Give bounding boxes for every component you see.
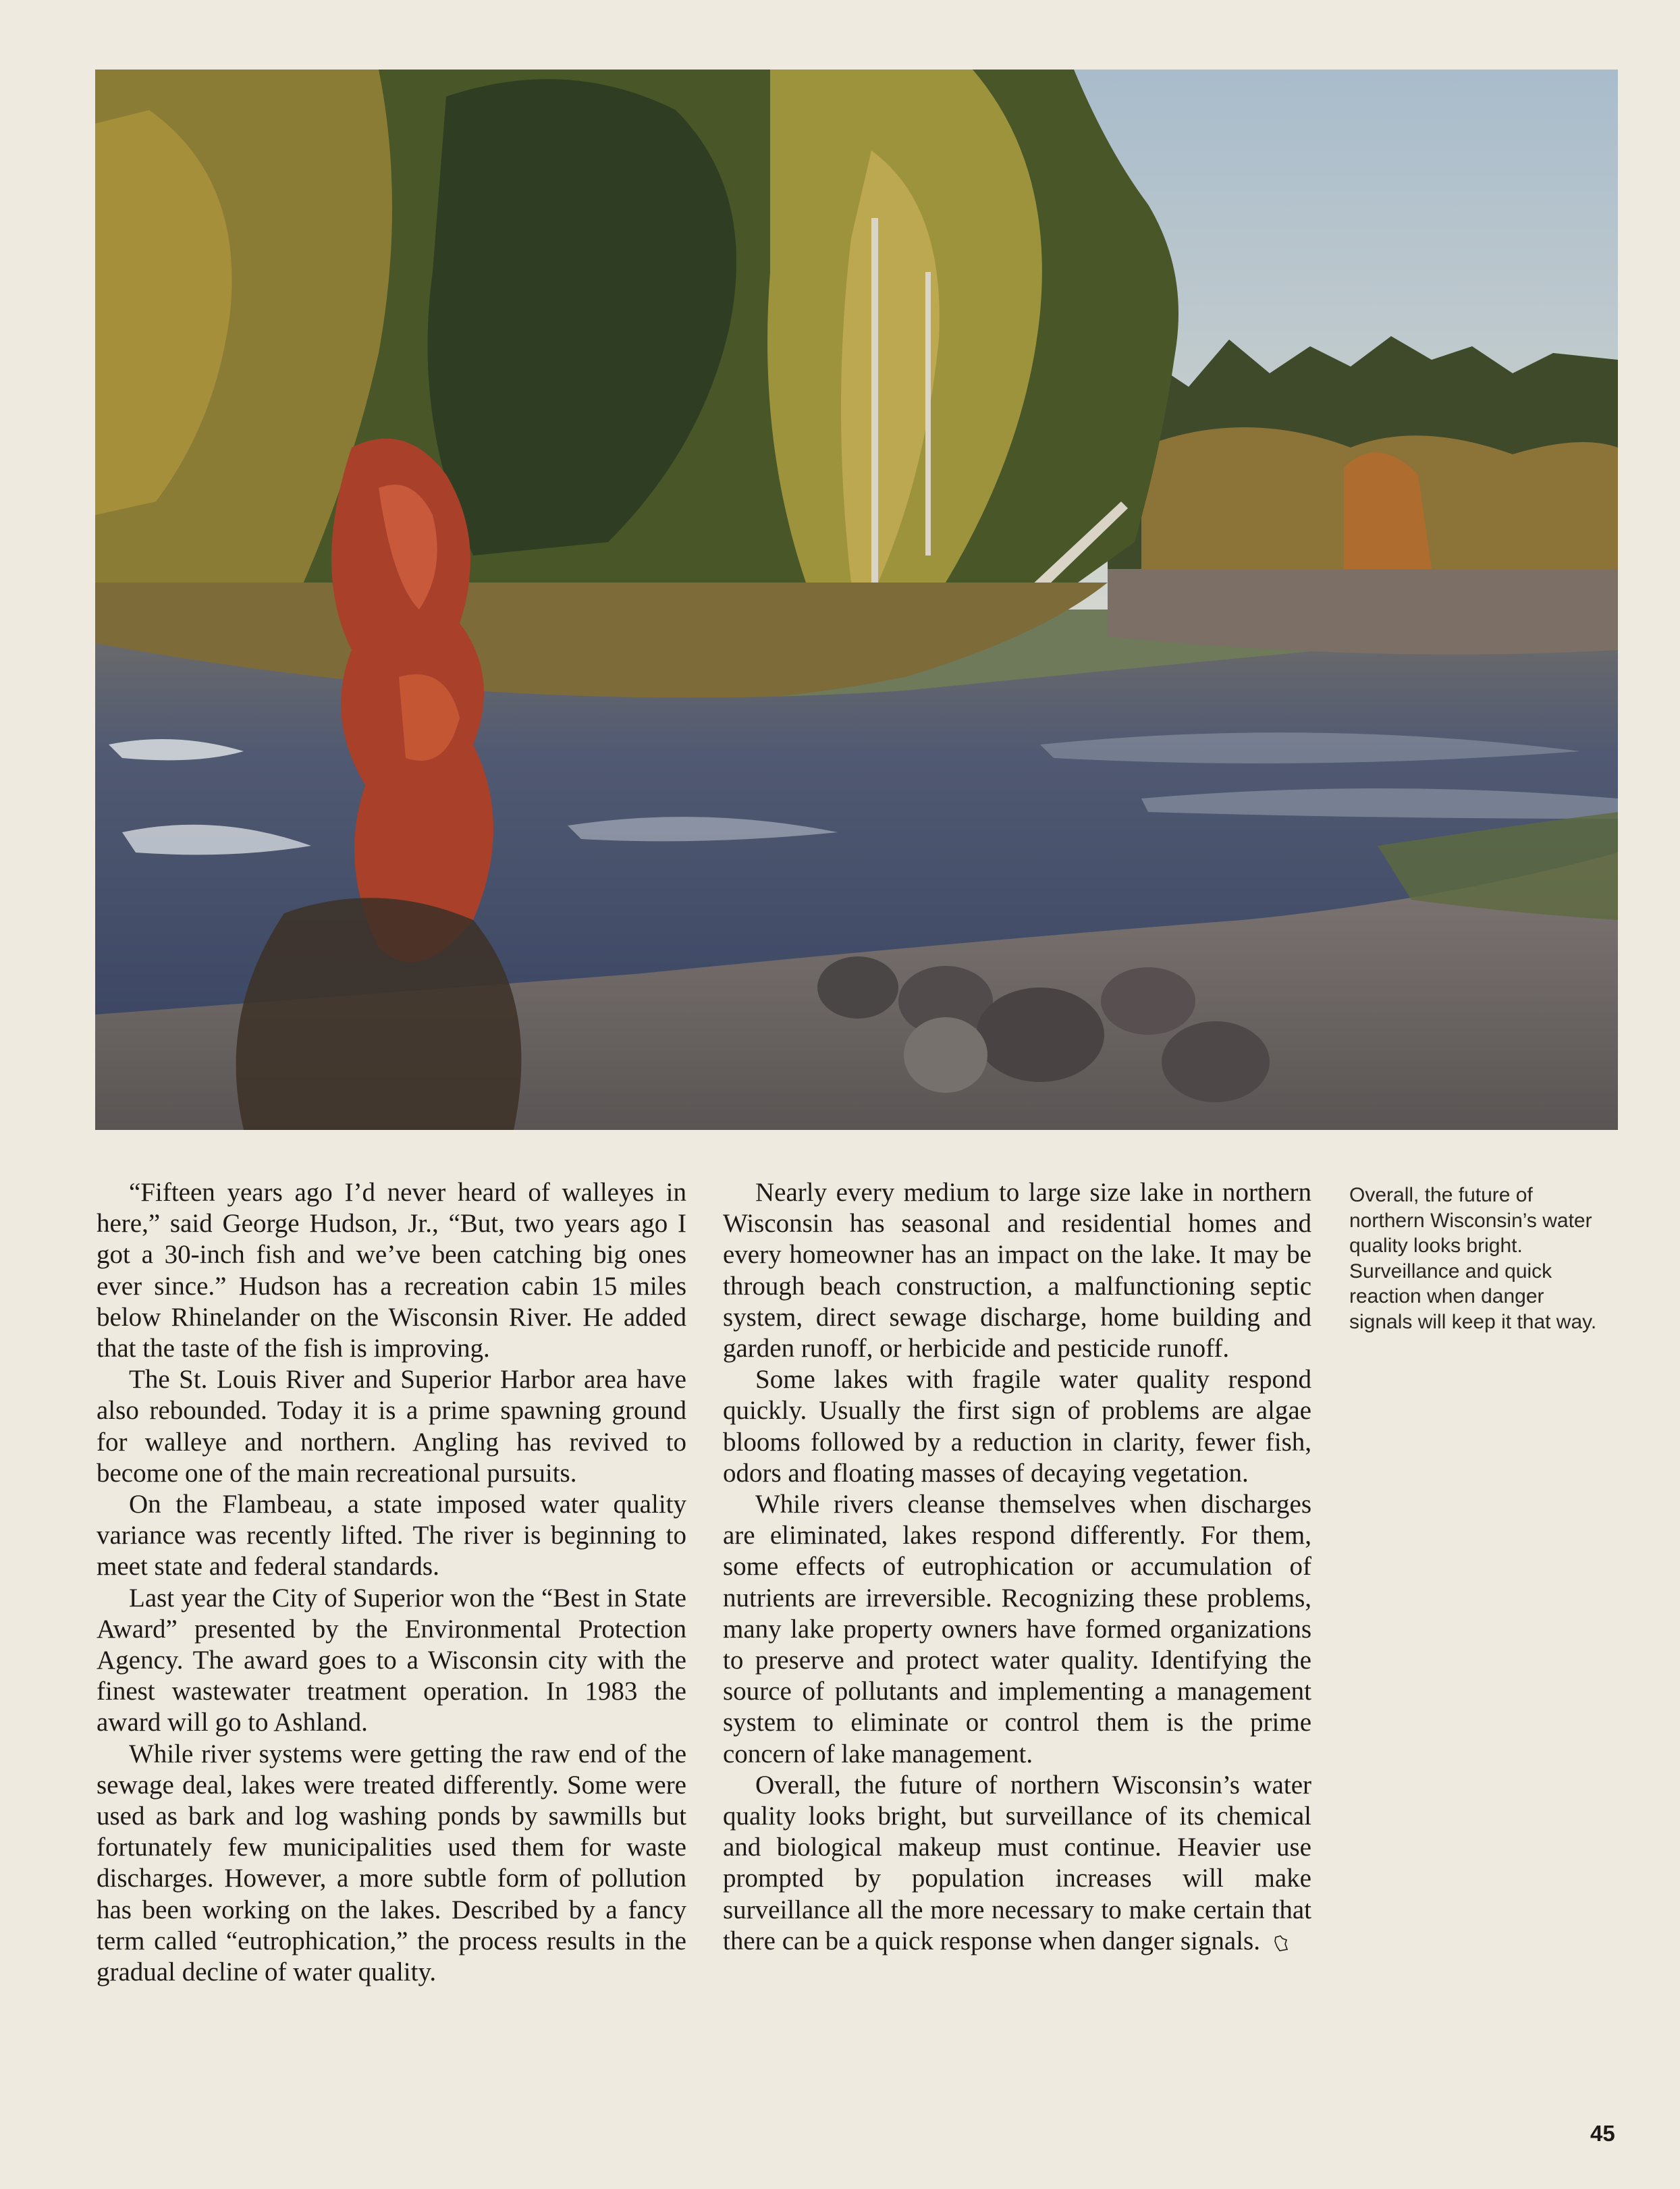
- paragraph: Nearly every medium to large size lake in northern Wisconsin has seasonal and residential homes and every homeowner has an impact on the lake. It may be through beach construction, a malfunctioning septic system, direct sewage discharge, home building and garden runoff, or herbicide and pesticide runoff.: [723, 1178, 1311, 1363]
- paragraph: While rivers cleanse themselves when discharges are eliminated, lakes respond differently. For them, some effects of eutrophication or accumulation of nutrients are irreversible. Recognizing these problems, many lake property owners have formed organizations to preserve and protect water quality. Identifying the source of pollutants and implementing a management system to eliminate or control them is the prime concern of lake management.: [723, 1490, 1311, 1768]
- paragraph: Last year the City of Superior won the “Best in State Award” presented by the Environmental Protection Agency. The award goes to a Wisconsin city with the finest wastewater treatment operation. In 1983 the award will go to Ashland.: [97, 1583, 686, 1737]
- paragraph: “Fifteen years ago I’d never heard of walleyes in here,” said George Hudson, Jr., “But, two years ago I got a 30-inch fish and we’ve been catching big ones ever since.” Hudson has a recreation cabin 15 miles below Rhinelander on the Wisconsin River. He added that the taste of the fish is improving.: [97, 1178, 686, 1363]
- closing-paragraph: [723, 1770, 1311, 1957]
- photo-caption: Overall, the future of northern Wisconsin’s water quality looks bright. Surveillance and quick reaction when danger signals will keep it that way.: [1349, 1184, 1597, 1333]
- page-number: 45: [1590, 2121, 1615, 2146]
- paragraph: Some lakes with fragile water quality respond quickly. Usually the first sign of problems are algae blooms followed by a reduction in clarity, fewer fish, odors and floating masses of decaying vegetation.: [723, 1365, 1311, 1488]
- paragraph: The St. Louis River and Superior Harbor area have also rebounded. Today it is a prime spawning ground for walleye and northern. Angling has revived to become one of the main recreational pursuits.: [97, 1365, 686, 1488]
- closing-paragraph-text: Overall, the future of northern Wisconsin’s water quality looks bright, but surveillance of its chemical and biological makeup must continue. Heavier use prompted by population increases will make surveillance all the more necessary to make certain that there can be a quick response when danger signals.: [723, 1770, 1311, 1955]
- wisconsin-outline-icon: [1274, 1935, 1289, 1952]
- article-column-right: [723, 1177, 1311, 1957]
- river-photo: [95, 70, 1618, 1130]
- river-landscape-image: [95, 70, 1618, 1130]
- article-column-left: [97, 1177, 686, 1988]
- paragraph: While river systems were getting the raw end of the sewage deal, lakes were treated differently. Some were used as bark and log washing ponds by sawmills but fortunately few municipalities used them for waste discharges. However, a more subtle form of pollution has been working on the lakes. Described by a fancy term called “eutrophication,” the process results in the gradual decline of water quality.: [97, 1739, 686, 1987]
- paragraph: On the Flambeau, a state imposed water quality variance was recently lifted. The river is beginning to meet state and federal standards.: [97, 1490, 686, 1582]
